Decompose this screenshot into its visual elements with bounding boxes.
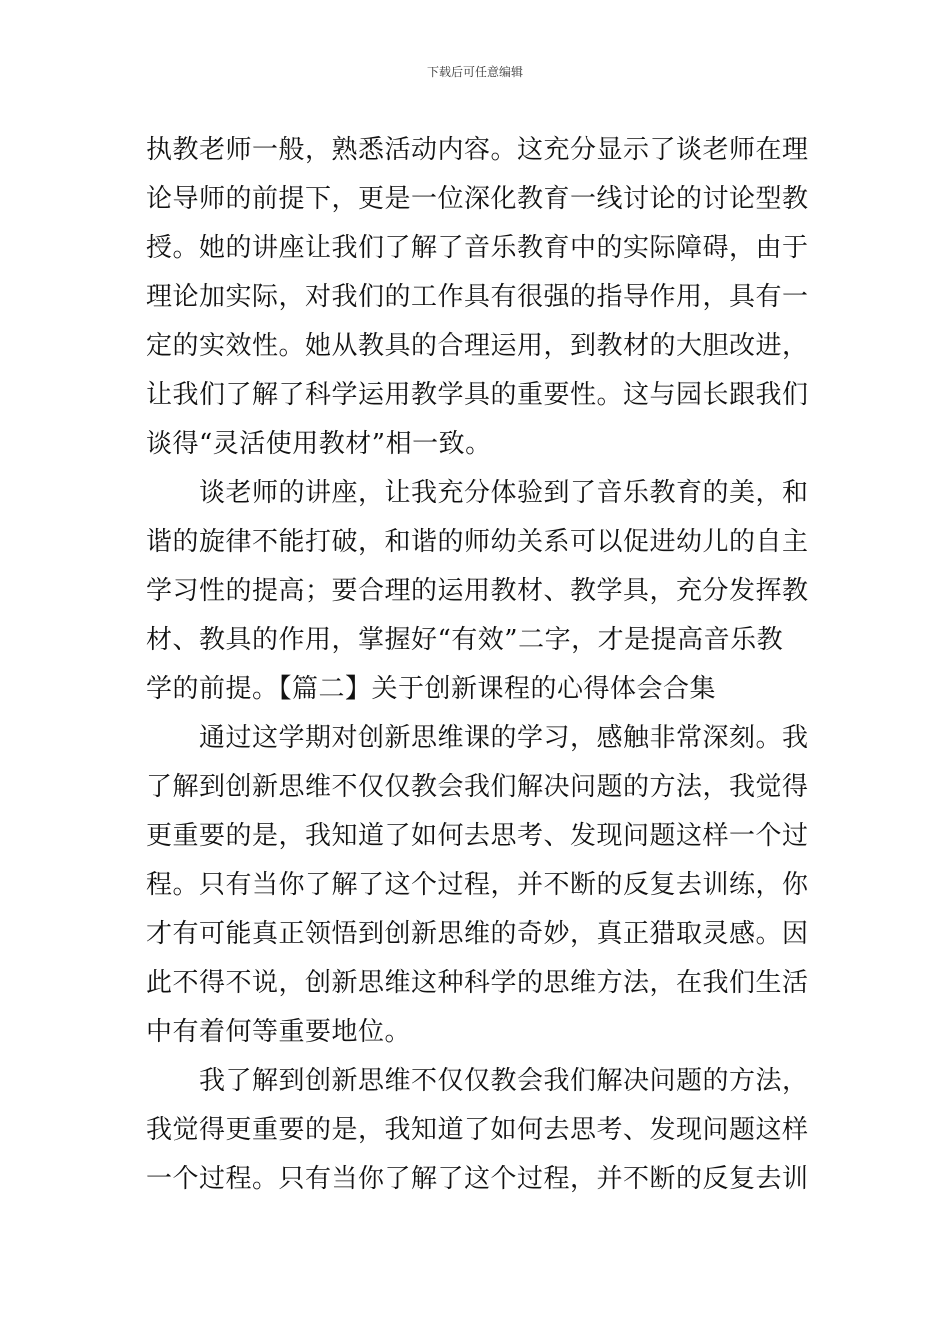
text-line: 授。她的讲座让我们了解了音乐教育中的实际障碍，由于: [146, 233, 809, 263]
text-line: 更重要的是，我知道了如何去思考、发现问题这样一个过: [146, 821, 809, 851]
text-line: 材、教具的作用，掌握好“有效”二字，才是提高音乐教: [146, 625, 784, 655]
paragraph-first-line: 谈老师的讲座，让我充分体验到了音乐教育的美，和: [199, 478, 809, 508]
text-line: 执教老师一般，熟悉活动内容。这充分显示了谈老师在理: [146, 135, 809, 165]
text-line: 论导师的前提下，更是一位深化教育一线讨论的讨论型教: [146, 184, 809, 214]
text-line: 此不得不说，创新思维这种科学的思维方法，在我们生活: [146, 968, 809, 998]
text-line: 理论加实际，对我们的工作具有很强的指导作用，具有一: [146, 282, 809, 312]
text-line: 谈得“灵活使用教材”相一致。: [146, 429, 492, 459]
text-line: 定的实效性。她从教具的合理运用，到教材的大胆改进，: [146, 331, 809, 361]
paragraph-first-line: 通过这学期对创新思维课的学习，感触非常深刻。我: [199, 723, 809, 753]
text-line: 我觉得更重要的是，我知道了如何去思考、发现问题这样: [146, 1115, 809, 1145]
text-line: 一个过程。只有当你了解了这个过程，并不断的反复去训: [146, 1164, 809, 1194]
paragraph-first-line: 我了解到创新思维不仅仅教会我们解决问题的方法，: [199, 1066, 809, 1096]
page-header: 下载后可任意编辑: [426, 65, 523, 79]
text-line: 程。只有当你了解了这个过程，并不断的反复去训练，你: [146, 870, 809, 900]
text-line: 才有可能真正领悟到创新思维的奇妙，真正猎取灵感。因: [146, 919, 809, 949]
text-line: 了解到创新思维不仅仅教会我们解决问题的方法，我觉得: [146, 772, 809, 802]
text-line: 谐的旋律不能打破，和谐的师幼关系可以促进幼儿的自主: [146, 527, 809, 557]
text-line: 学的前提。【篇二】关于创新课程的心得体会合集: [146, 674, 717, 704]
document-body: [146, 126, 810, 1204]
text-line: 学习性的提高；要合理的运用教材、教学具，充分发挥教: [146, 576, 809, 606]
text-line: 让我们了解了科学运用教学具的重要性。这与园长跟我们: [146, 380, 809, 410]
text-line: 中有着何等重要地位。: [146, 1017, 412, 1047]
